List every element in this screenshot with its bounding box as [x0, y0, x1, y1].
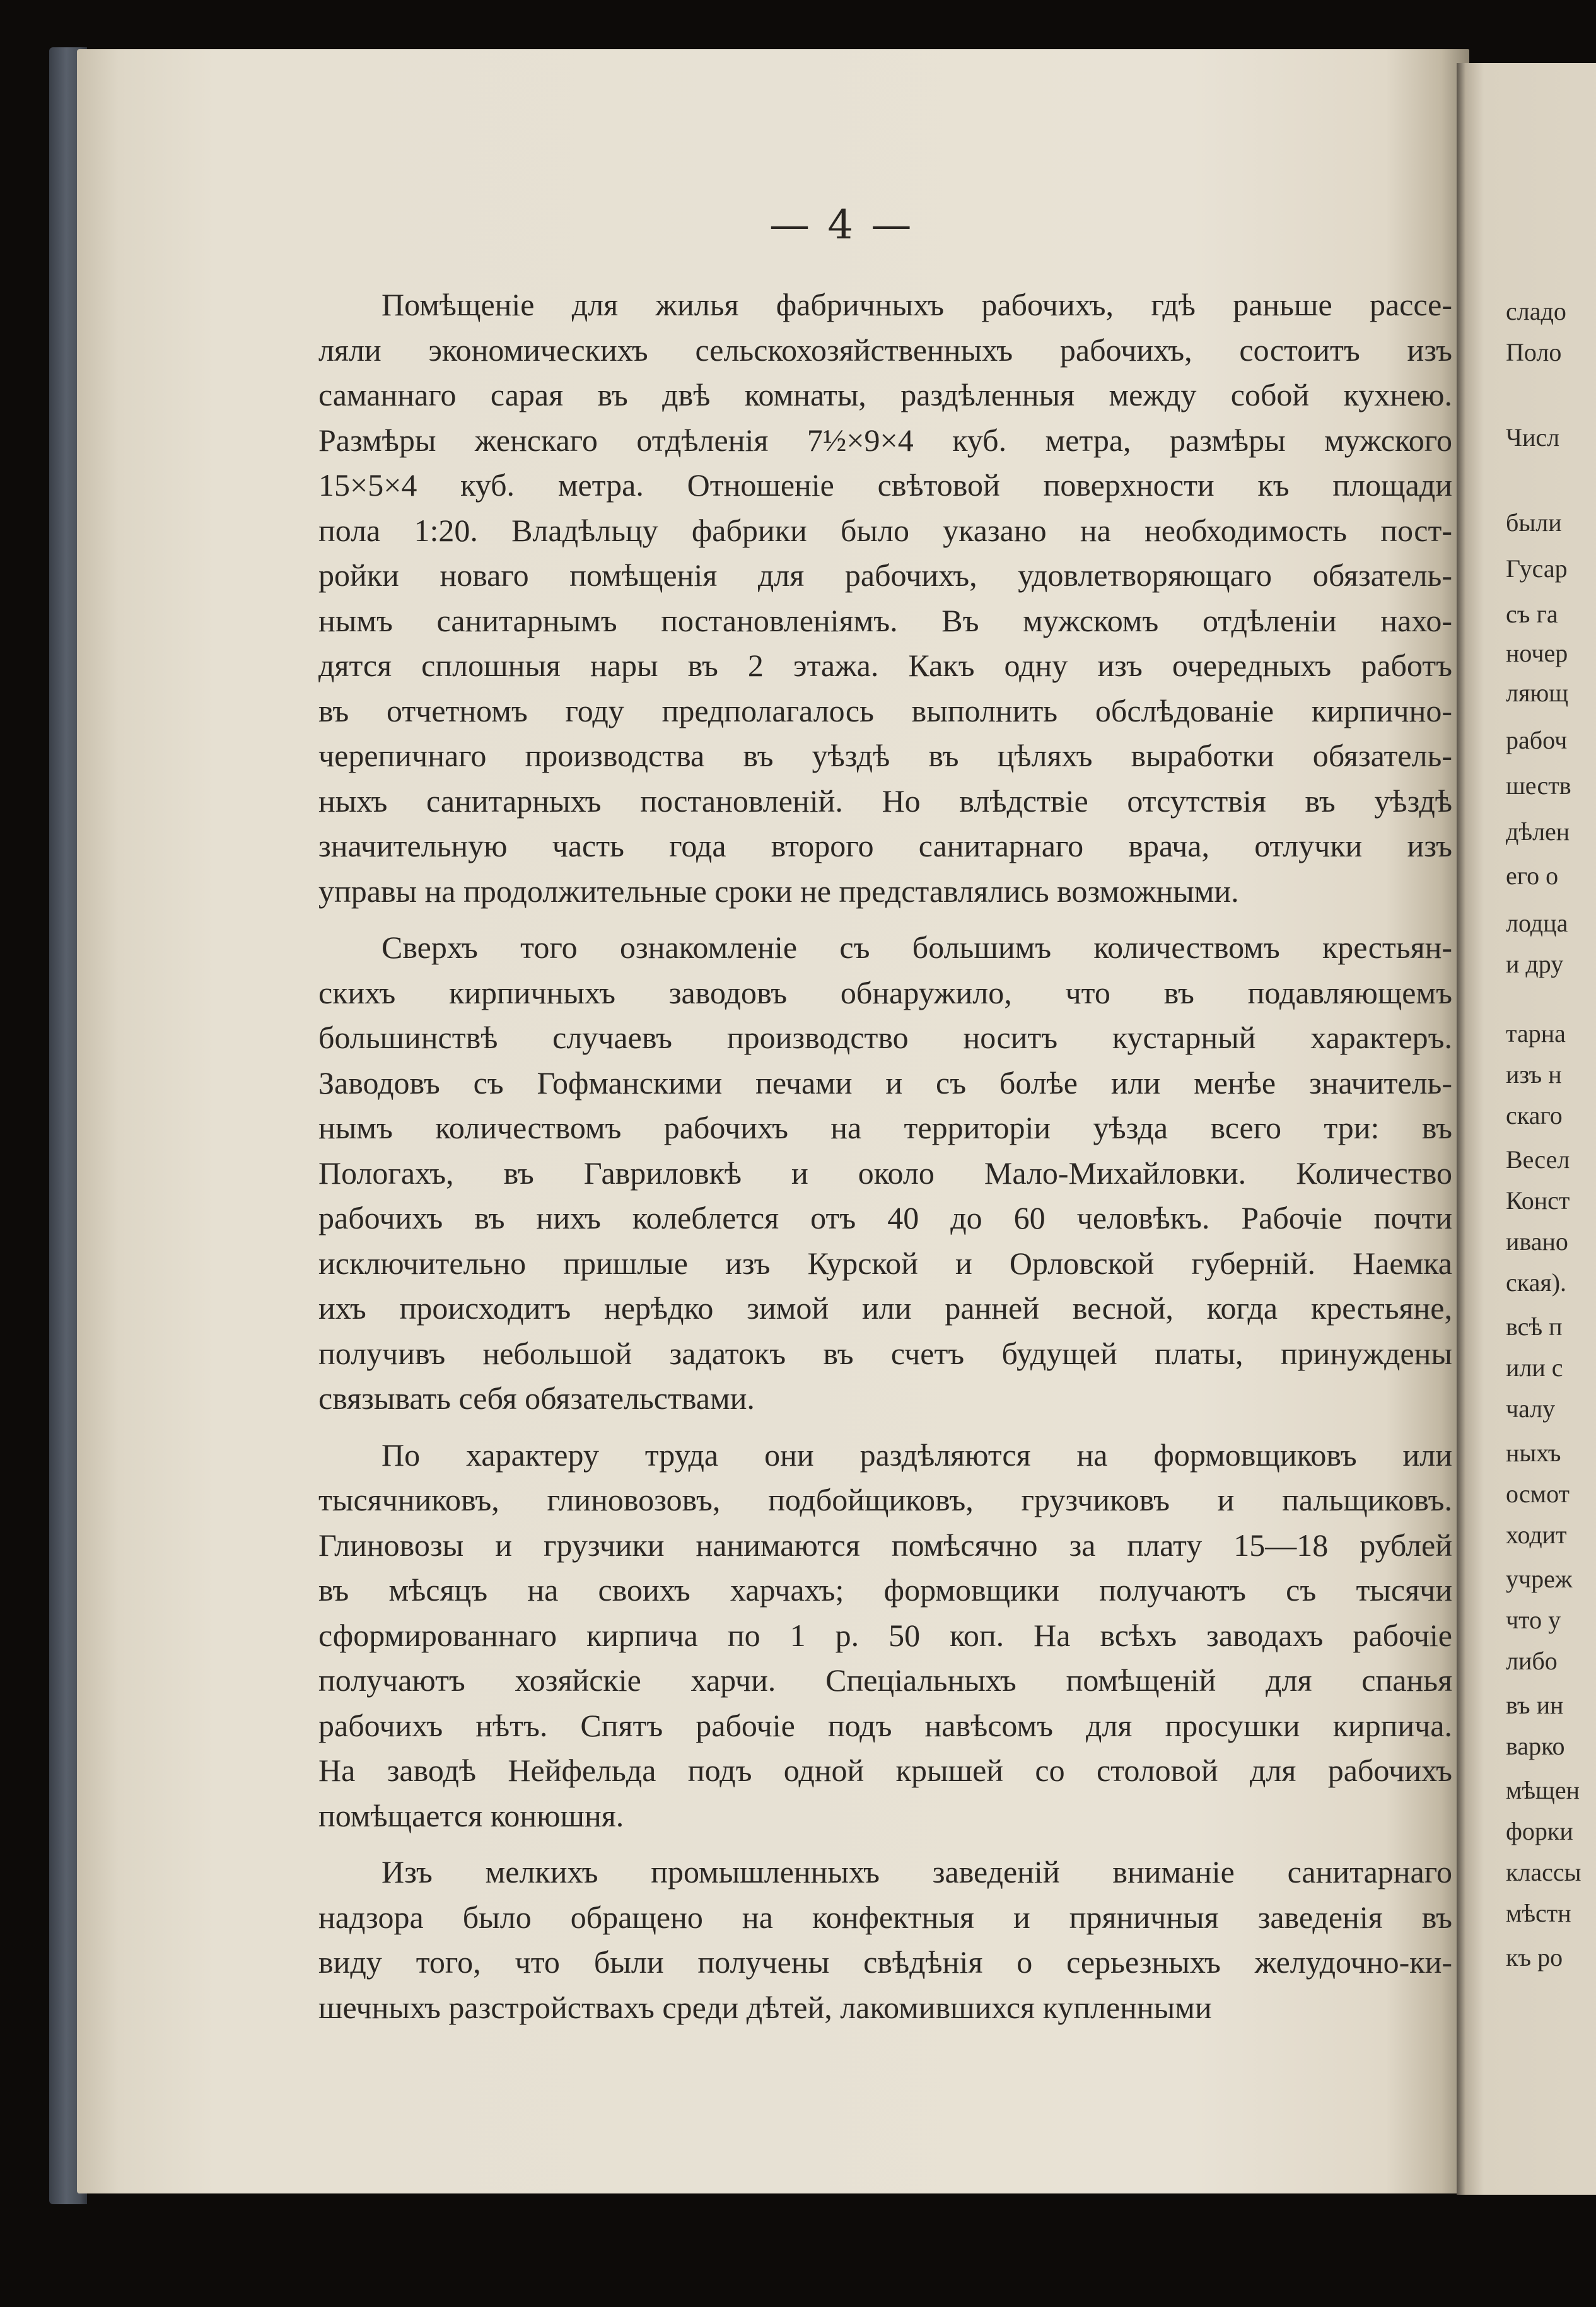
next-page-line: съ га	[1506, 600, 1558, 628]
text-line: Заводовъ съ Гофманскими печами и съ болѣе или менѣе значитель-	[318, 1065, 1452, 1101]
next-page-line: рабоч	[1506, 726, 1568, 754]
next-page-line: классы	[1506, 1858, 1581, 1886]
next-page-line: дѣлен	[1506, 817, 1570, 846]
text-line: шечныхъ разстройствахъ среди дѣтей, лакомившихся купленными	[318, 1989, 1212, 2025]
next-page-line: мѣщен	[1506, 1776, 1580, 1804]
text-line: управы на продолжительные сроки не представлялись возможными.	[318, 873, 1239, 909]
text-line: дятся сплошныя нары въ 2 этажа. Какъ одну изъ очередныхъ работъ	[318, 648, 1452, 683]
next-page-line: осмот	[1506, 1480, 1570, 1508]
next-page-line: въ ин	[1506, 1691, 1564, 1719]
next-page-line: его о	[1506, 861, 1559, 890]
text-line: черепичнаго производства въ уѣздѣ въ цѣляхъ выработки обязатель-	[318, 738, 1452, 773]
text-line: виду того, что были получены свѣдѣнія о серьезныхъ желудочно-ки-	[318, 1944, 1452, 1980]
next-page-line: ныхъ	[1506, 1439, 1561, 1467]
next-page-line: чалу	[1506, 1394, 1556, 1423]
text-line: Глиновозы и грузчики нанимаются помѣсячно за плату 15—18 рублей	[318, 1527, 1452, 1563]
text-line: ляли экономическихъ сельскохозяйственныхъ рабочихъ, состоитъ изъ	[318, 332, 1452, 368]
paragraph	[318, 1433, 1452, 1839]
next-page-line: къ ро	[1506, 1943, 1563, 1971]
next-page-line: Весел	[1506, 1145, 1570, 1174]
text-line: 15×5×4 куб. метра. Отношеніе свѣтовой поверхности къ площади	[318, 467, 1452, 503]
next-page-line: ляющ	[1506, 679, 1569, 707]
text-line: рабочихъ въ нихъ колеблется отъ 40 до 60 человѣкъ. Рабочіе почти	[318, 1200, 1452, 1235]
next-page-line: ская).	[1506, 1268, 1567, 1297]
text-line: Пологахъ, въ Гавриловкѣ и около Мало-Михайловки. Количество	[318, 1155, 1452, 1191]
text-line: помѣщается конюшня.	[318, 1797, 624, 1833]
next-page-line: варко	[1506, 1732, 1565, 1760]
next-page-line: ивано	[1506, 1227, 1568, 1256]
next-page-line: что у	[1506, 1606, 1561, 1634]
text-line: На заводѣ Нейфельда подъ одной крышей со столовой для рабочихъ	[318, 1753, 1452, 1788]
next-page-line: или с	[1506, 1353, 1563, 1382]
next-page-line: Поло	[1506, 338, 1562, 366]
text-line: Размѣры женскаго отдѣленія 7½×9×4 куб. метра, размѣры мужского	[318, 422, 1452, 458]
next-page-line: изъ н	[1506, 1060, 1562, 1089]
next-page-line: мѣстн	[1506, 1899, 1571, 1927]
next-page-line: форки	[1506, 1817, 1573, 1845]
text-line: исключительно пришлые изъ Курской и Орловской губерній. Наемка	[318, 1245, 1452, 1281]
next-page-line: шеств	[1506, 771, 1571, 800]
text-line: ройки новаго помѣщенія для рабочихъ, удовлетворяющаго обязатель-	[318, 558, 1452, 593]
text-line: въ мѣсяцъ на своихъ харчахъ; формовщики получаютъ съ тысячи	[318, 1572, 1452, 1608]
text-line: значительную часть года второго санитарнаго врача, отлучки изъ	[318, 828, 1452, 863]
next-page-line: ночер	[1506, 639, 1568, 667]
text-line: нымъ санитарнымъ постановленіямъ. Въ мужскомъ отдѣленіи нахо-	[318, 602, 1452, 638]
text-line: пола 1:20. Владѣльцу фабрики было указано на необходимость пост-	[318, 512, 1452, 548]
text-line: Сверхъ того ознакомленіе съ большимъ количествомъ крестьян-	[382, 930, 1452, 965]
text-line: большинствѣ случаевъ производство носитъ кустарный характеръ.	[318, 1020, 1452, 1055]
text-line: Помѣщеніе для жилья фабричныхъ рабочихъ, гдѣ раньше рассе-	[382, 287, 1452, 322]
text-line: получивъ небольшой задатокъ въ счетъ будущей платы, принуждены	[318, 1335, 1452, 1371]
text-line: Изъ мелкихъ промышленныхъ заведеній вниманіе санитарнаго	[382, 1854, 1452, 1889]
next-page-line: скаго	[1506, 1101, 1563, 1130]
text-line: получаютъ хозяйскіе харчи. Спеціальныхъ помѣщеній для спанья	[318, 1662, 1452, 1698]
next-page-line: были	[1506, 508, 1562, 537]
next-page-line: и дру	[1506, 950, 1564, 978]
paragraph	[318, 1850, 1452, 2030]
text-line: По характеру труда они раздѣляются на формовщиковъ или	[382, 1437, 1452, 1473]
text-line: связывать себя обязательствами.	[318, 1381, 755, 1416]
text-line: въ отчетномъ году предполагалось выполнить обслѣдованіе кирпично-	[318, 692, 1452, 728]
text-line: саманнаго сарая въ двѣ комнаты, раздѣленныя между собой кухнею.	[318, 377, 1452, 412]
next-page-line: сладо	[1506, 297, 1566, 325]
next-page-line: всѣ п	[1506, 1312, 1563, 1341]
next-page-line: Гусар	[1506, 554, 1568, 583]
text-line: скихъ кирпичныхъ заводовъ обнаружило, что въ подавляющемъ	[318, 974, 1452, 1010]
text-line: рабочихъ нѣтъ. Спятъ рабочіе подъ навѣсомъ для просушки кирпича.	[318, 1707, 1452, 1743]
text-line: ныхъ санитарныхъ постановленій. Но влѣдствіе отсутствія въ уѣздѣ	[318, 783, 1452, 819]
text-line: надзора было обращено на конфектныя и пряничныя заведенія въ	[318, 1899, 1452, 1935]
text-line: ихъ происходитъ нерѣдко зимой или ранней весной, когда крестьяне,	[318, 1290, 1452, 1326]
next-page-line: ходит	[1506, 1521, 1567, 1549]
text-line: тысячниковъ, глиновозовъ, подбойщиковъ, грузчиковъ и пальщиковъ.	[318, 1482, 1452, 1517]
text-line: нымъ количествомъ рабочихъ на территоріи уѣзда всего три: въ	[318, 1110, 1452, 1145]
next-page-line: Числ	[1506, 423, 1560, 452]
page-number: — 4 —	[769, 202, 914, 248]
next-page-line: лодца	[1506, 909, 1568, 937]
main-text	[318, 283, 1452, 2041]
next-page-line: либо	[1506, 1647, 1558, 1675]
paragraph	[318, 925, 1452, 1422]
next-page-line: учреж	[1506, 1565, 1573, 1593]
next-page-line: тарна	[1506, 1019, 1566, 1048]
text-line: сформированнаго кирпича по 1 р. 50 коп. На всѣхъ заводахъ рабочіе	[318, 1617, 1452, 1653]
next-page-line: Конст	[1506, 1186, 1570, 1215]
paragraph	[318, 283, 1452, 914]
